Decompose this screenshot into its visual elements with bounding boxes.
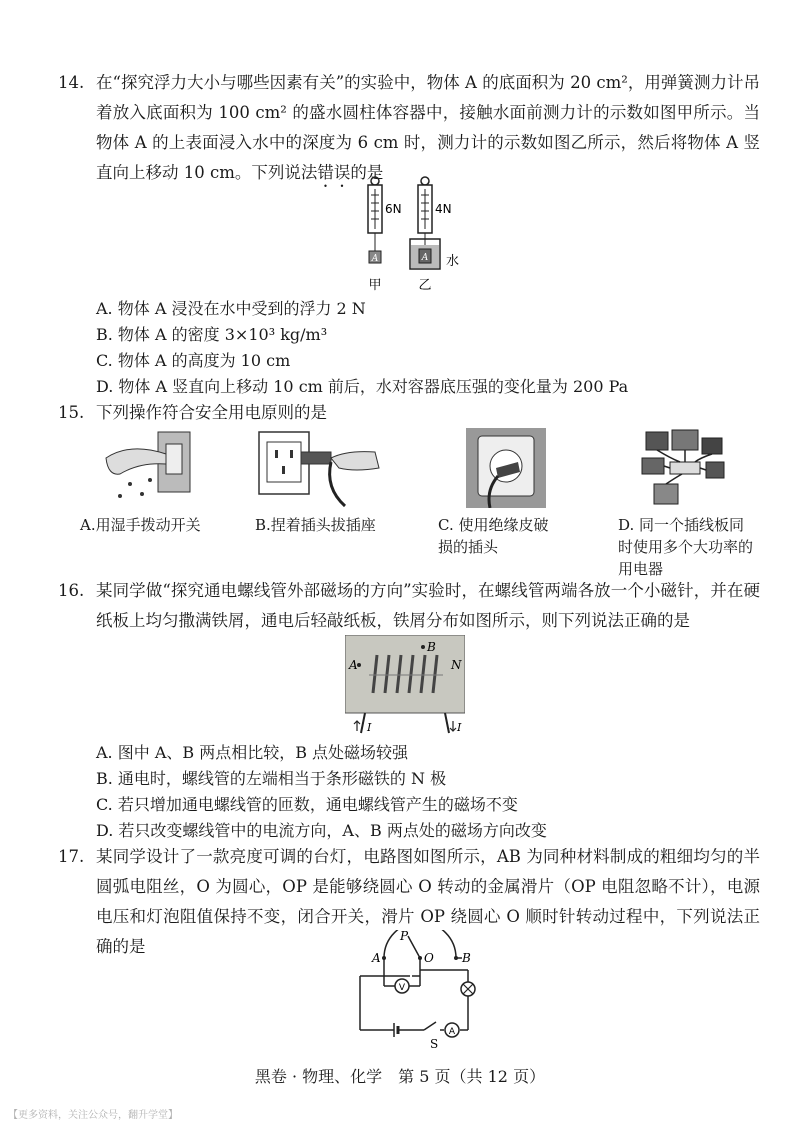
point-a-label: A bbox=[372, 951, 381, 965]
point-a-label: A bbox=[349, 658, 358, 672]
q15-image-b[interactable] bbox=[255, 428, 385, 508]
q16-option-a[interactable]: A. 图中 A、B 两点相比较，B 点处磁场较强 bbox=[96, 743, 409, 762]
q14-stem-end: 的是 bbox=[350, 163, 384, 182]
q16-figure bbox=[345, 635, 465, 735]
pole-n-label: N bbox=[451, 658, 462, 672]
q14-stem bbox=[96, 68, 760, 191]
q15-caption-c: C. 使用绝缘皮破损的插头 bbox=[438, 516, 549, 556]
reading-right: 4N bbox=[435, 202, 452, 216]
block-label-right: A bbox=[421, 253, 429, 263]
point-b-label: B bbox=[462, 951, 471, 965]
ammeter-label: A bbox=[448, 1027, 456, 1037]
q15-image-c[interactable] bbox=[466, 428, 546, 508]
q14-stem-text: 在“探究浮力大小与哪些因素有关”的实验中，物体 A 的底面积为 20 cm²，用弹簧测力计吊着放入底面积为 100 cm² 的盛水圆柱体容器中，接触水面前测力计的示数如图甲所示。当物体 A 的上表面浸入水中的深度为 6 cm 时，测力计的示数如图乙所示，然后将物体 A 竖直向上移动 10 cm。下列说法 bbox=[96, 73, 760, 182]
current-right-label: I bbox=[457, 721, 462, 734]
q15-image-d[interactable] bbox=[640, 428, 730, 508]
fig-label-jia: 甲 bbox=[368, 278, 382, 293]
q17-number: 17. bbox=[58, 847, 85, 866]
q15-caption-b: B.捏着插头拔插座 bbox=[255, 516, 376, 534]
q14-option-a[interactable]: A. 物体 A 浸没在水中受到的浮力 2 N bbox=[96, 299, 366, 318]
q15-image-a[interactable] bbox=[100, 428, 210, 508]
point-p-label: P bbox=[400, 930, 409, 943]
q16-option-d[interactable]: D. 若只改变螺线管中的电流方向，A、B 两点处的磁场方向改变 bbox=[96, 821, 547, 840]
q16-option-b[interactable]: B. 通电时，螺线管的左端相当于条形磁铁的 N 极 bbox=[96, 769, 447, 788]
spring-scale-left bbox=[368, 177, 382, 263]
point-b-label: B bbox=[427, 640, 436, 654]
switch-label: S bbox=[430, 1037, 439, 1050]
q16-stem: 某同学做“探究通电螺线管外部磁场的方向”实验时，在螺线管两端各放一个小磁针，并在硬纸板上均匀撒满铁屑，通电后轻敲纸板，铁屑分布如图所示，则下列说法正确的是 bbox=[96, 581, 760, 630]
watermark: 【更多资料，关注公众号，翻升学堂】 bbox=[8, 1110, 178, 1121]
page-footer: 黑卷 · 物理、化学 第 5 页（共 12 页） bbox=[254, 1067, 546, 1086]
q15-caption-a: A.用湿手拨动开关 bbox=[80, 516, 201, 534]
water-label: 水 bbox=[446, 254, 460, 269]
q17-circuit-diagram bbox=[350, 930, 480, 1050]
q14-number: 14. bbox=[58, 73, 85, 92]
reading-left: 6N bbox=[385, 202, 402, 216]
current-left-label: I bbox=[367, 721, 372, 734]
fig-label-yi: 乙 bbox=[418, 278, 432, 293]
q15-number: 15. bbox=[58, 403, 85, 422]
q16-number: 16. bbox=[58, 581, 85, 600]
q15-stem: 下列操作符合安全用电原则的是 bbox=[96, 403, 327, 422]
q17-stem: 某同学设计了一款亮度可调的台灯，电路图如图所示，AB 为同种材料制成的粗细均匀的半圆弧电阻丝，O 为圆心，OP 是能够绕圆心 O 转动的金属滑片（OP 电阻忽略不计），电源电压和灯泡阻值保持不变，闭合开关，滑片 OP 绕圆心 O 顺时针转动过程中，下列说法正确的是 bbox=[96, 847, 760, 956]
q14-option-b[interactable]: B. 物体 A 的密度 3×10³ kg/m³ bbox=[96, 325, 328, 344]
q14-option-c[interactable]: C. 物体 A 的高度为 10 cm bbox=[96, 351, 291, 370]
q15-caption-d: D. 同一个插线板同时使用多个大功率的用电器 bbox=[618, 516, 754, 578]
voltmeter-label: V bbox=[398, 983, 406, 993]
point-o-label: O bbox=[424, 951, 434, 965]
q16-option-c[interactable]: C. 若只增加通电螺线管的匝数，通电螺线管产生的磁场不变 bbox=[96, 795, 518, 814]
q14-figure bbox=[350, 175, 480, 295]
q14-option-d[interactable]: D. 物体 A 竖直向上移动 10 cm 前后，水对容器底压强的变化量为 200 Pa bbox=[96, 377, 629, 396]
block-label-left: A bbox=[371, 254, 379, 264]
q14-emphasis: 错误 bbox=[317, 163, 351, 182]
